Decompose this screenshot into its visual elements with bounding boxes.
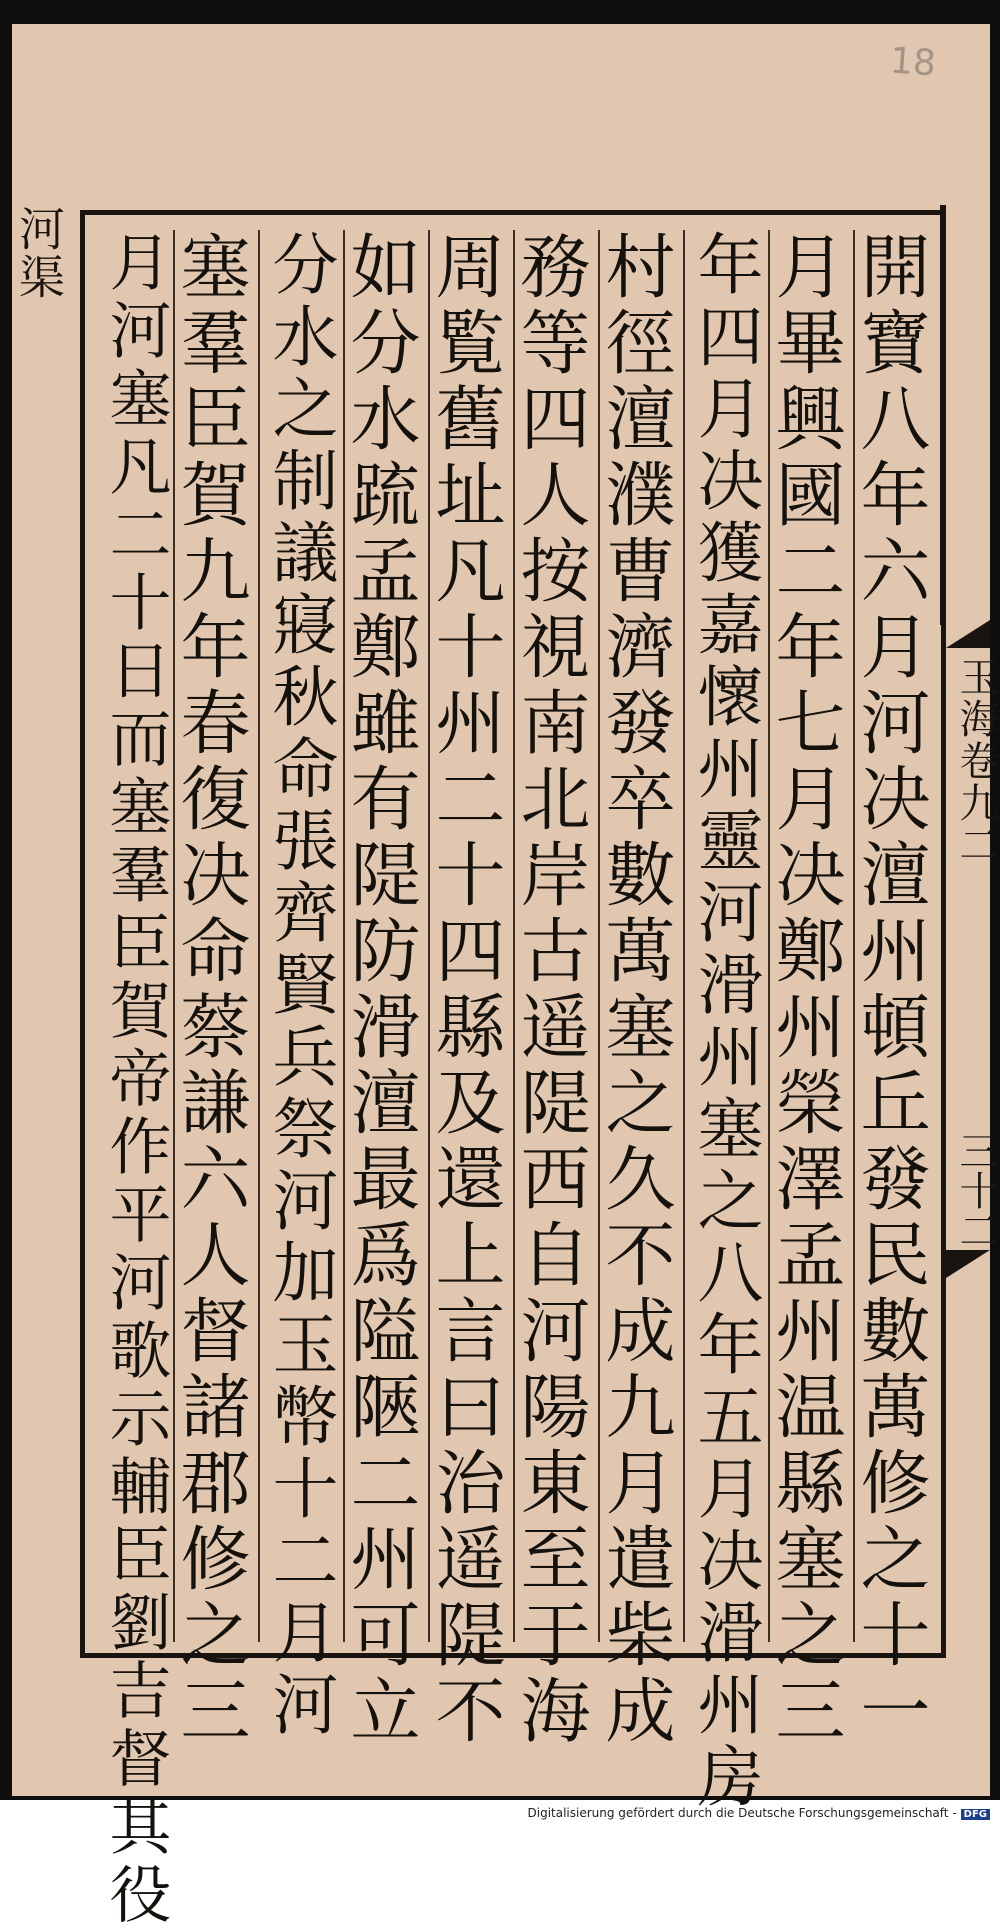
text-column [594, 230, 683, 1750]
flap-page-number: 三十二 [953, 1130, 999, 1250]
column-text: 月河塞凡二十日而塞羣臣賀帝作平河歌示輔臣劉吉督其役 [99, 230, 172, 1930]
column-text: 月畢興國二年七月决鄭州榮澤孟州温縣塞之三 [764, 230, 846, 1750]
column-text: 年四月决獲嘉懷州靈河滑州塞之八年五月决滑州房 [686, 230, 763, 1814]
text-column [509, 230, 598, 1750]
fishtail-top-icon [946, 620, 990, 648]
frame-edge [940, 205, 946, 625]
text-column [424, 230, 513, 1750]
column-text: 周覧舊址凡十州二十四縣及還上言曰治遥隄不 [424, 230, 506, 1750]
text-column [764, 230, 853, 1750]
text-column [258, 230, 343, 1742]
block-heart-flap [946, 590, 999, 1290]
pencil-page-number: 18 [888, 40, 938, 85]
text-column [88, 230, 173, 1930]
credit-text: Digitalisierung gefördert durch die Deutsche Forschungsgemeinschaft - [527, 1806, 957, 1820]
column-text: 開寶八年六月河决澶州頓丘發民數萬修之十一 [849, 230, 931, 1750]
column-text: 塞羣臣賀九年春復决命蔡謙六人督諸郡修之三 [169, 230, 251, 1750]
dfg-logo: DFG [961, 1809, 990, 1820]
column-text: 分水之制議寢秋命張齊賢兵祭河加玉幣十二月河 [261, 230, 338, 1742]
fishtail-bottom-icon [946, 1250, 990, 1278]
column-text: 村徑澶濮曹濟發卒數萬塞之久不成九月遣柴成 [594, 230, 676, 1750]
text-column [339, 230, 428, 1750]
column-text: 如分水䟽孟鄭雖有隄防滑澶最爲隘陿二州可立 [339, 230, 421, 1750]
flap-title: 玉海卷九二 [953, 656, 999, 866]
section-label: 河渠 [12, 205, 66, 301]
text-column [683, 230, 768, 1814]
text-column [169, 230, 258, 1750]
digitization-credit [528, 1806, 991, 1820]
text-column [849, 230, 938, 1750]
column-text: 務等四人按視南北岸古遥隄西自河陽東至于海 [509, 230, 591, 1750]
